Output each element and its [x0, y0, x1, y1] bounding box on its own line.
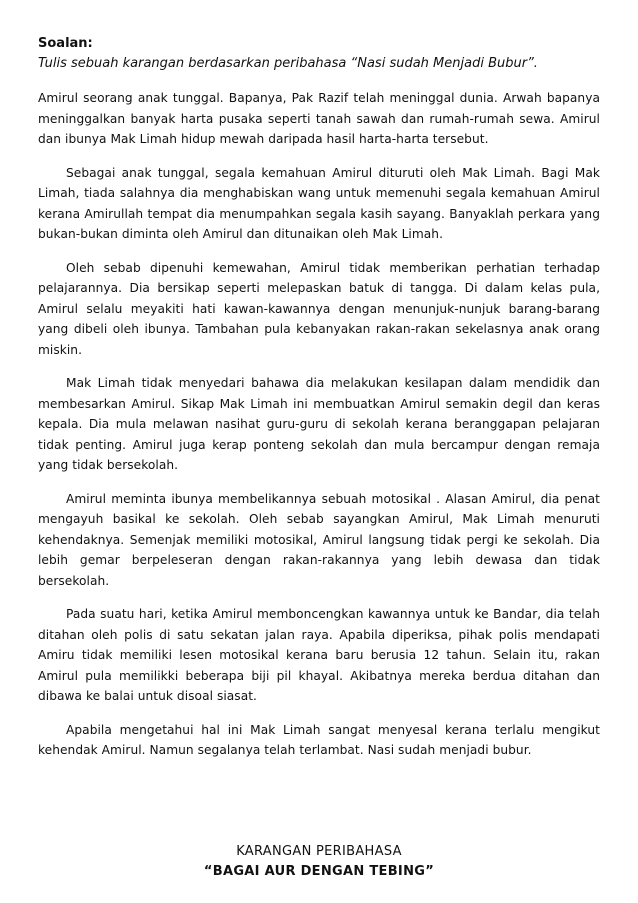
- document-body: [38, 34, 600, 774]
- paragraph-5: Amirul meminta ibunya membelikannya sebuah motosikal . Alasan Amirul, dia penat mengayuh basikal ke sekolah. Oleh sebab sayangkan Amirul, Mak Limah menuruti kehendaknya. Semenjak memiliki motosikal, Amirul langsung tidak pergi ke sekolah. Dia lebih gemar berpeleseran dengan rakan-rakannya yang lebih dewasa dan tidak bersekolah.: [38, 491, 600, 588]
- paragraph-7: Apabila mengetahui hal ini Mak Limah sangat menyesal kerana terlalu mengikut kehendak Amirul. Namun segalanya telah terlambat. Nasi sudah menjadi bubur.: [38, 722, 600, 757]
- next-title-line-2: “BAGAI AUR DENGAN TEBING”: [203, 864, 435, 879]
- paragraph-3: Oleh sebab dipenuhi kemewahan, Amirul tidak memberikan perhatian terhadap pelajarannya. Dia bersikap seperti melepaskan batuk di tangga. Di dalam kelas pula, Amirul selalu meyakiti hati kawan-kawannya dengan menunjuk-nunjuk barang-barang yang dibeli oleh ibunya. Tambahan pula kebanyakan rakan-rakan sekelasnya anak orang miskin.: [38, 260, 600, 357]
- paragraph-2: Sebagai anak tunggal, segala kemahuan Amirul dituruti oleh Mak Limah. Bagi Mak Limah, tiada salahnya dia menghabiskan wang untuk memenuhi segala kemahuan Amirul kerana Amirullah tempat dia menumpahkan segala kasih sayang. Banyaklah perkara yang bukan-bukan diminta oleh Amirul dan ditunaikan oleh Mak Limah.: [38, 165, 600, 241]
- next-title-line-1: KARANGAN PERIBAHASA: [236, 844, 402, 859]
- paragraph-4: Mak Limah tidak menyedari bahawa dia melakukan kesilapan dalam mendidik dan membesarkan Amirul. Sikap Mak Limah ini membuatkan Amirul semakin degil dan keras kepala. Dia mula melawan nasihat guru-guru di sekolah kerana beranggapan pelajaran tidak penting. Amirul juga kerap ponteng sekolah dan mula bercampur dengan remaja yang tidak bersekolah.: [38, 376, 600, 472]
- next-essay-title: [0, 842, 638, 882]
- question-label: Soalan:: [38, 36, 93, 51]
- question-text: Tulis sebuah karangan berdasarkan peribahasa “Nasi sudah Menjadi Bubur”.: [38, 56, 538, 71]
- paragraph-6: Pada suatu hari, ketika Amirul memboncengkan kawannya untuk ke Bandar, dia telah ditahan oleh polis di satu sekatan jalan raya. Apabila diperiksa, pihak polis mendapati Amiru tidak memiliki lesen motosikal kerana baru berusia 12 tahun. Selain itu, rakan Amirul pula memilikki beberapa biji pil khayal. Akibatnya mereka berdua ditahan dan dibawa ke balai untuk disoal siasat.: [38, 607, 600, 703]
- paragraph-1: Amirul seorang anak tunggal. Bapanya, Pak Razif telah meninggal dunia. Arwah bapanya meninggalkan banyak harta pusaka seperti tanah sawah dan rumah-rumah sewa. Amirul dan ibunya Mak Limah hidup mewah daripada hasil harta-harta tersebut.: [38, 91, 600, 146]
